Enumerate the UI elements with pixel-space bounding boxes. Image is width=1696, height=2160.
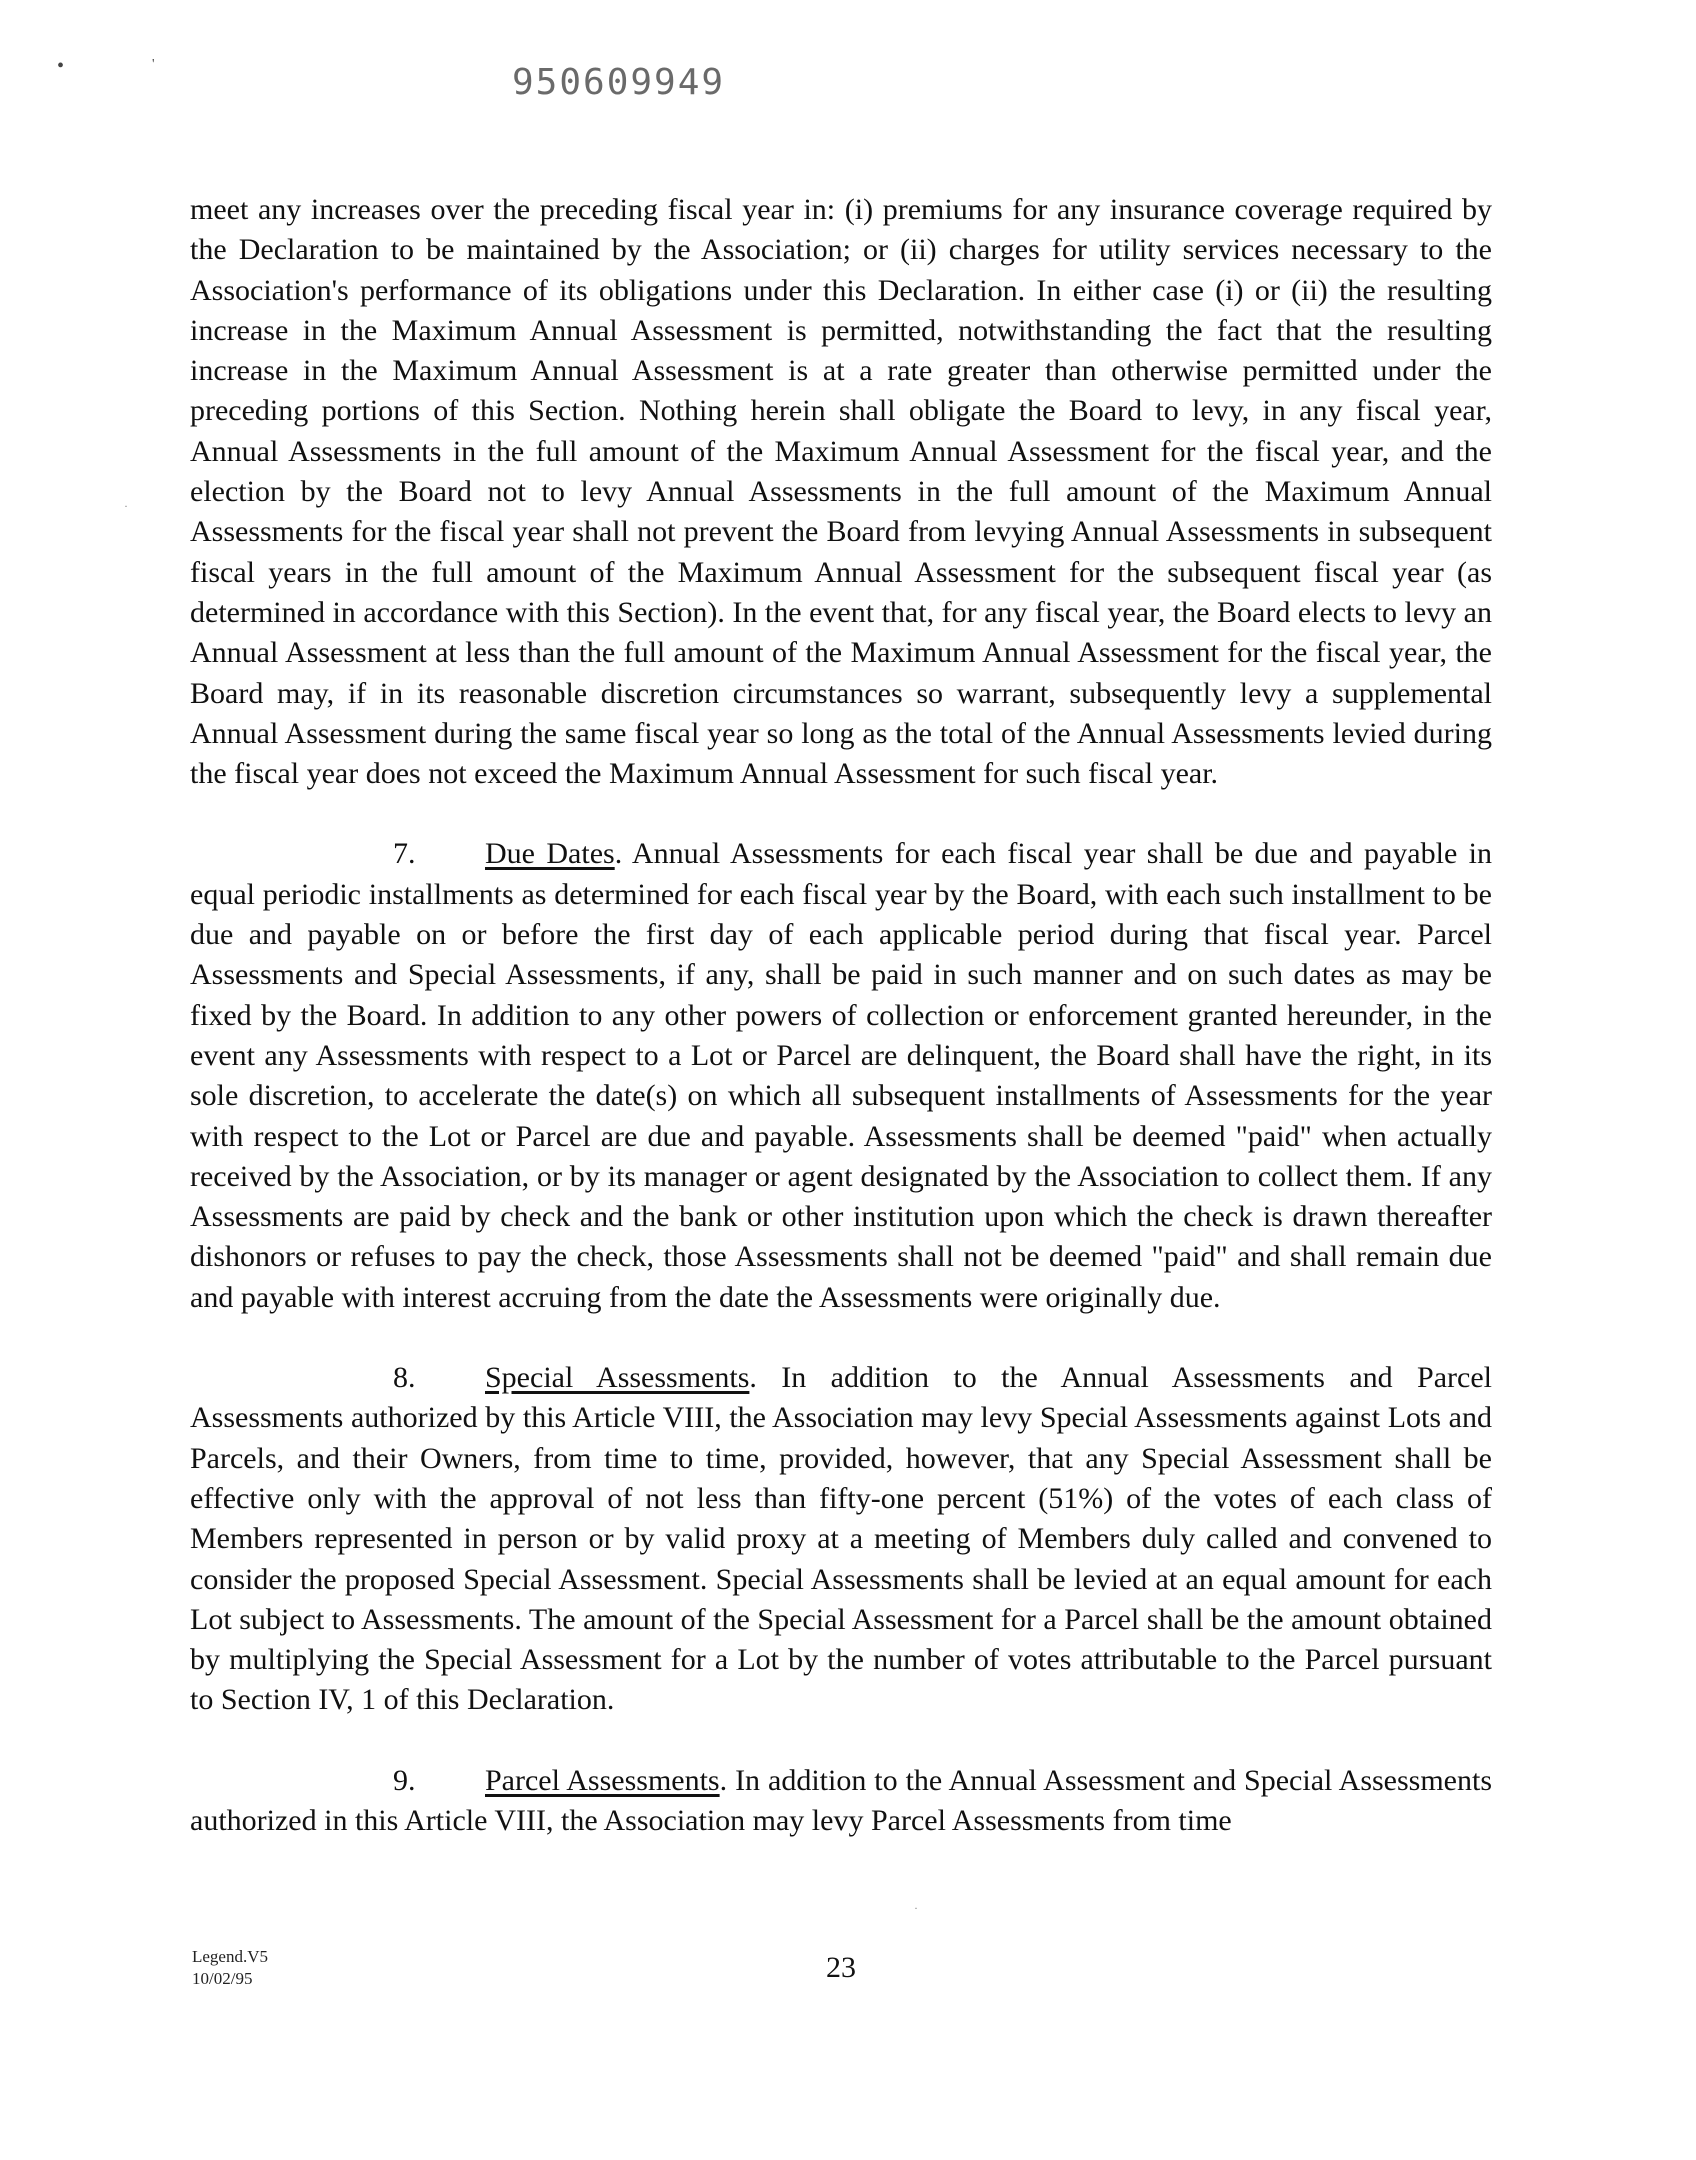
paragraph-continued: meet any increases over the preceding fiscal year in: (i) premiums for any insurance coverage required by the Declaration to be maintained by the Association; or (ii) charges for utility services necessary to the Association's performance of its obligations under this Declaration. In either case (i) or (ii) the resulting increase in the Maximum Annual Assessment is permitted, notwithstanding the fact that the resulting increase in the Maximum Annual Assessment is at a rate greater than otherwise permitted under the preceding portions of this Section. Nothing herein shall obligate the Board to levy, in any fiscal year, Annual Assessments in the full amount of the Maximum Annual Assessment for the fiscal year, and the election by the Board not to levy Annual Assessments in the full amount of the Maximum Annual Assessments for the fiscal year shall not prevent the Board from levying Annual Assessments in subsequent fiscal years in the full amount of the Maximum Annual Assessment for the subsequent fiscal year (as determined in accordance with this Section). In the event that, for any fiscal year, the Board elects to levy an Annual Assessment at less than the full amount of the Maximum Annual Assessment for the fiscal year, the Board may, if in its reasonable discretion circumstances so warrant, subsequently levy a supplemental Annual Assessment during the same fiscal year so long as the total of the Annual Assessments levied during the fiscal year does not exceed the Maximum Annual Assessment for such fiscal year.	[190, 193, 1492, 791]
section-7	[190, 834, 1492, 1318]
scan-speck: ·	[124, 499, 128, 513]
section-8	[190, 1358, 1492, 1721]
section-text: . In addition to the Annual Assessments and Parcel Assessments authorized by this Article VIII, the Association may levy Special Assessments against Lots and Parcels, and their Owners, from time to time, provided, however, that any Special Assessment shall be effective only with the approval of not less than fifty-one percent (51%) of the votes of each class of Members represented in person or by valid proxy at a meeting of Members duly called and convened to consider the proposed Special Assessment. Special Assessments shall be levied at an equal amount for each Lot subject to Assessments. The amount of the Special Assessment for a Parcel shall be the amount obtained by multiplying the Special Assessment for a Lot by the number of votes attributable to the Parcel pursuant to Section IV, 1 of this Declaration.	[190, 1361, 1492, 1717]
page-number: 23	[826, 1951, 856, 1984]
document-body	[190, 190, 1492, 1881]
section-number: 9.	[393, 1763, 416, 1797]
legend-date: 10/02/95	[192, 1969, 253, 1988]
scan-speck: '	[152, 57, 155, 72]
section-title: Due Dates	[485, 837, 615, 871]
section-text: . In addition to the Annual Assessment and Special Assessments authorized in this Article VIII, the Association may levy Parcel Assessments from time	[190, 1763, 1492, 1837]
section-number: 8.	[393, 1361, 416, 1395]
legend-version: Legend.V5	[192, 1947, 269, 1966]
document-stamp-number: 950609949	[512, 62, 726, 103]
section-title: Parcel Assessments	[485, 1763, 720, 1797]
section-number: 7.	[393, 837, 416, 871]
footer-legend	[192, 1946, 268, 1990]
scan-speck: ·	[914, 1901, 918, 1915]
section-text: . Annual Assessments for each fiscal year shall be due and payable in equal periodic installments as determined for each fiscal year by the Board, with each such installment to be due and payable on or before the first day of each applicable period during that fiscal year. Parcel Assessments and Special Assessments, if any, shall be paid in such manner and on such dates as may be fixed by the Board. In addition to any other powers of collection or enforcement granted hereunder, in the event any Assessments with respect to a Lot or Parcel are delinquent, the Board shall have the right, in its sole discretion, to accelerate the date(s) on which all subsequent installments of Assessments for the year with respect to the Lot or Parcel are due and payable. Assessments shall be deemed "paid" when actually received by the Association, or by its manager or agent designated by the Association to collect them. If any Assessments are paid by check and the bank or other institution upon which the check is drawn thereafter dishonors or refuses to pay the check, those Assessments shall not be deemed "paid" and shall remain due and payable with interest accruing from the date the Assessments were originally due.	[190, 837, 1492, 1314]
section-9	[190, 1761, 1492, 1842]
section-title: Special Assessments	[485, 1361, 750, 1395]
scan-speck: •	[57, 55, 65, 77]
